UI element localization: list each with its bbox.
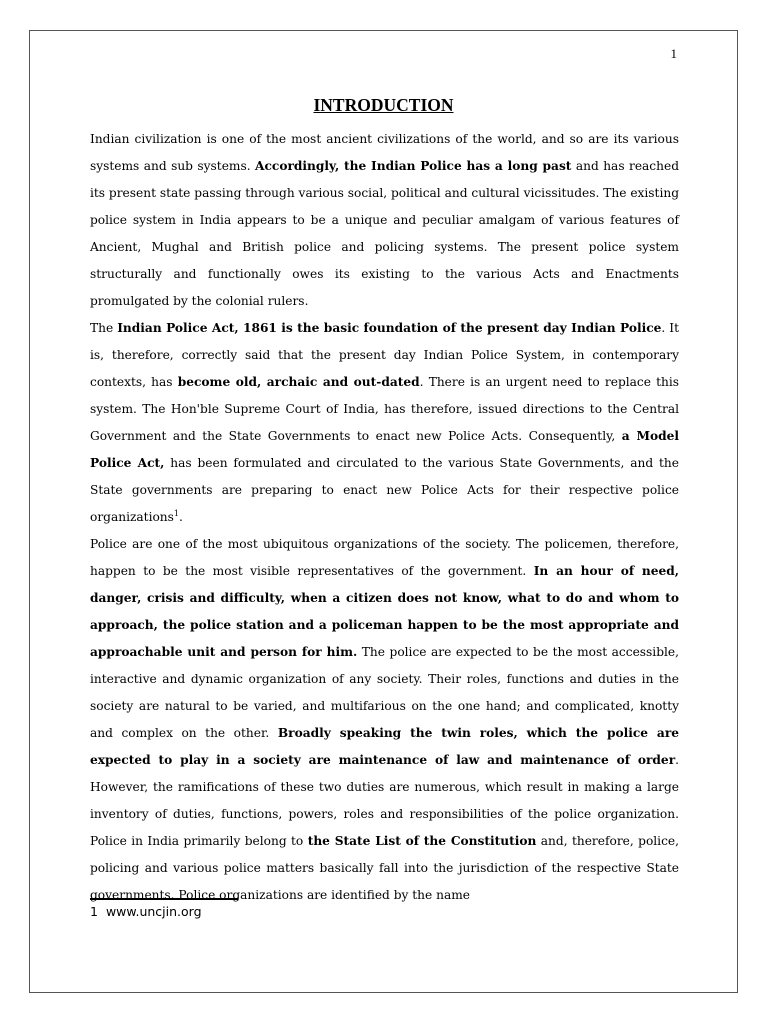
footnote-number: 1 bbox=[90, 904, 98, 919]
text-run: has been formulated and circulated to the various State Governments, and the State governments are preparing to enact new Police Acts for their respective police organizations bbox=[90, 456, 679, 524]
bold-text: become old, archaic and out-dated bbox=[177, 375, 420, 389]
text-run: The bbox=[90, 321, 118, 335]
bold-text: Broadly speaking the twin roles, which the police are expected to play in a society are maintenance of law and maintenance of order bbox=[90, 726, 679, 767]
text-run: . bbox=[179, 510, 183, 524]
footnote-separator bbox=[90, 898, 238, 900]
body-text bbox=[90, 126, 679, 909]
text-run: . It is, therefore, correctly said that the present day Indian Police System, in contemporary contexts, has bbox=[90, 321, 679, 389]
text-run: and has reached its present state passing through various social, political and cultural vicissitudes. The existing police system in India appears to be a unique and peculiar amalgam of various features of Ancient, Mughal and British police and policing systems. The present police system structurally and functionally owes its existing to the various Acts and Enactments promulgated by the colonial rulers. bbox=[90, 159, 679, 308]
bold-text: Accordingly, the Indian Police has a long past bbox=[255, 159, 572, 173]
paragraph bbox=[90, 531, 679, 909]
bold-text: a Model Police Act, bbox=[90, 429, 679, 470]
paragraph bbox=[90, 315, 679, 531]
page-title: INTRODUCTION bbox=[313, 95, 454, 115]
bold-text: In an hour of need, danger, crisis and difficulty, when a citizen does not know, what to do and whom to approach, the police station and a policeman happen to be the most appropriate and approachable unit and person for him. bbox=[90, 564, 679, 659]
document-page bbox=[29, 30, 738, 993]
text-run: Indian civilization is one of the most ancient civilizations of the world, and so are its various systems and sub systems. bbox=[90, 132, 679, 173]
footnote bbox=[90, 904, 202, 919]
text-run: The police are expected to be the most accessible, interactive and dynamic organization of any society. Their roles, functions and duties in the society are natural to be varied, and multifarious on the one hand; and complicated, knotty and complex on the other. bbox=[90, 645, 679, 740]
page-number: 1 bbox=[670, 46, 677, 61]
text-run: . However, the ramifications of these two duties are numerous, which result in making a large inventory of duties, functions, powers, roles and responsibilities of the police organization. Police in India primarily belong to bbox=[90, 753, 679, 848]
text-run: . There is an urgent need to replace this system. The Hon'ble Supreme Court of India, has therefore, issued directions to the Central Government and the State Governments to enact new Police Acts. Consequently, bbox=[90, 375, 680, 443]
text-run: Police are one of the most ubiquitous organizations of the society. The policemen, therefore, happen to be the most visible representatives of the government. bbox=[90, 537, 679, 578]
bold-text: Indian Police Act, 1861 is the basic foundation of the present day Indian Police bbox=[117, 321, 662, 335]
footnote-text: www.uncjin.org bbox=[105, 904, 202, 919]
paragraph bbox=[90, 126, 679, 315]
footnote-reference: 1 bbox=[173, 508, 179, 518]
bold-text: the State List of the Constitution bbox=[307, 834, 537, 848]
text-run: and, therefore, police, policing and various police matters basically fall into the jurisdiction of the respective State governments. Police organizations are identified by the name bbox=[90, 834, 679, 902]
